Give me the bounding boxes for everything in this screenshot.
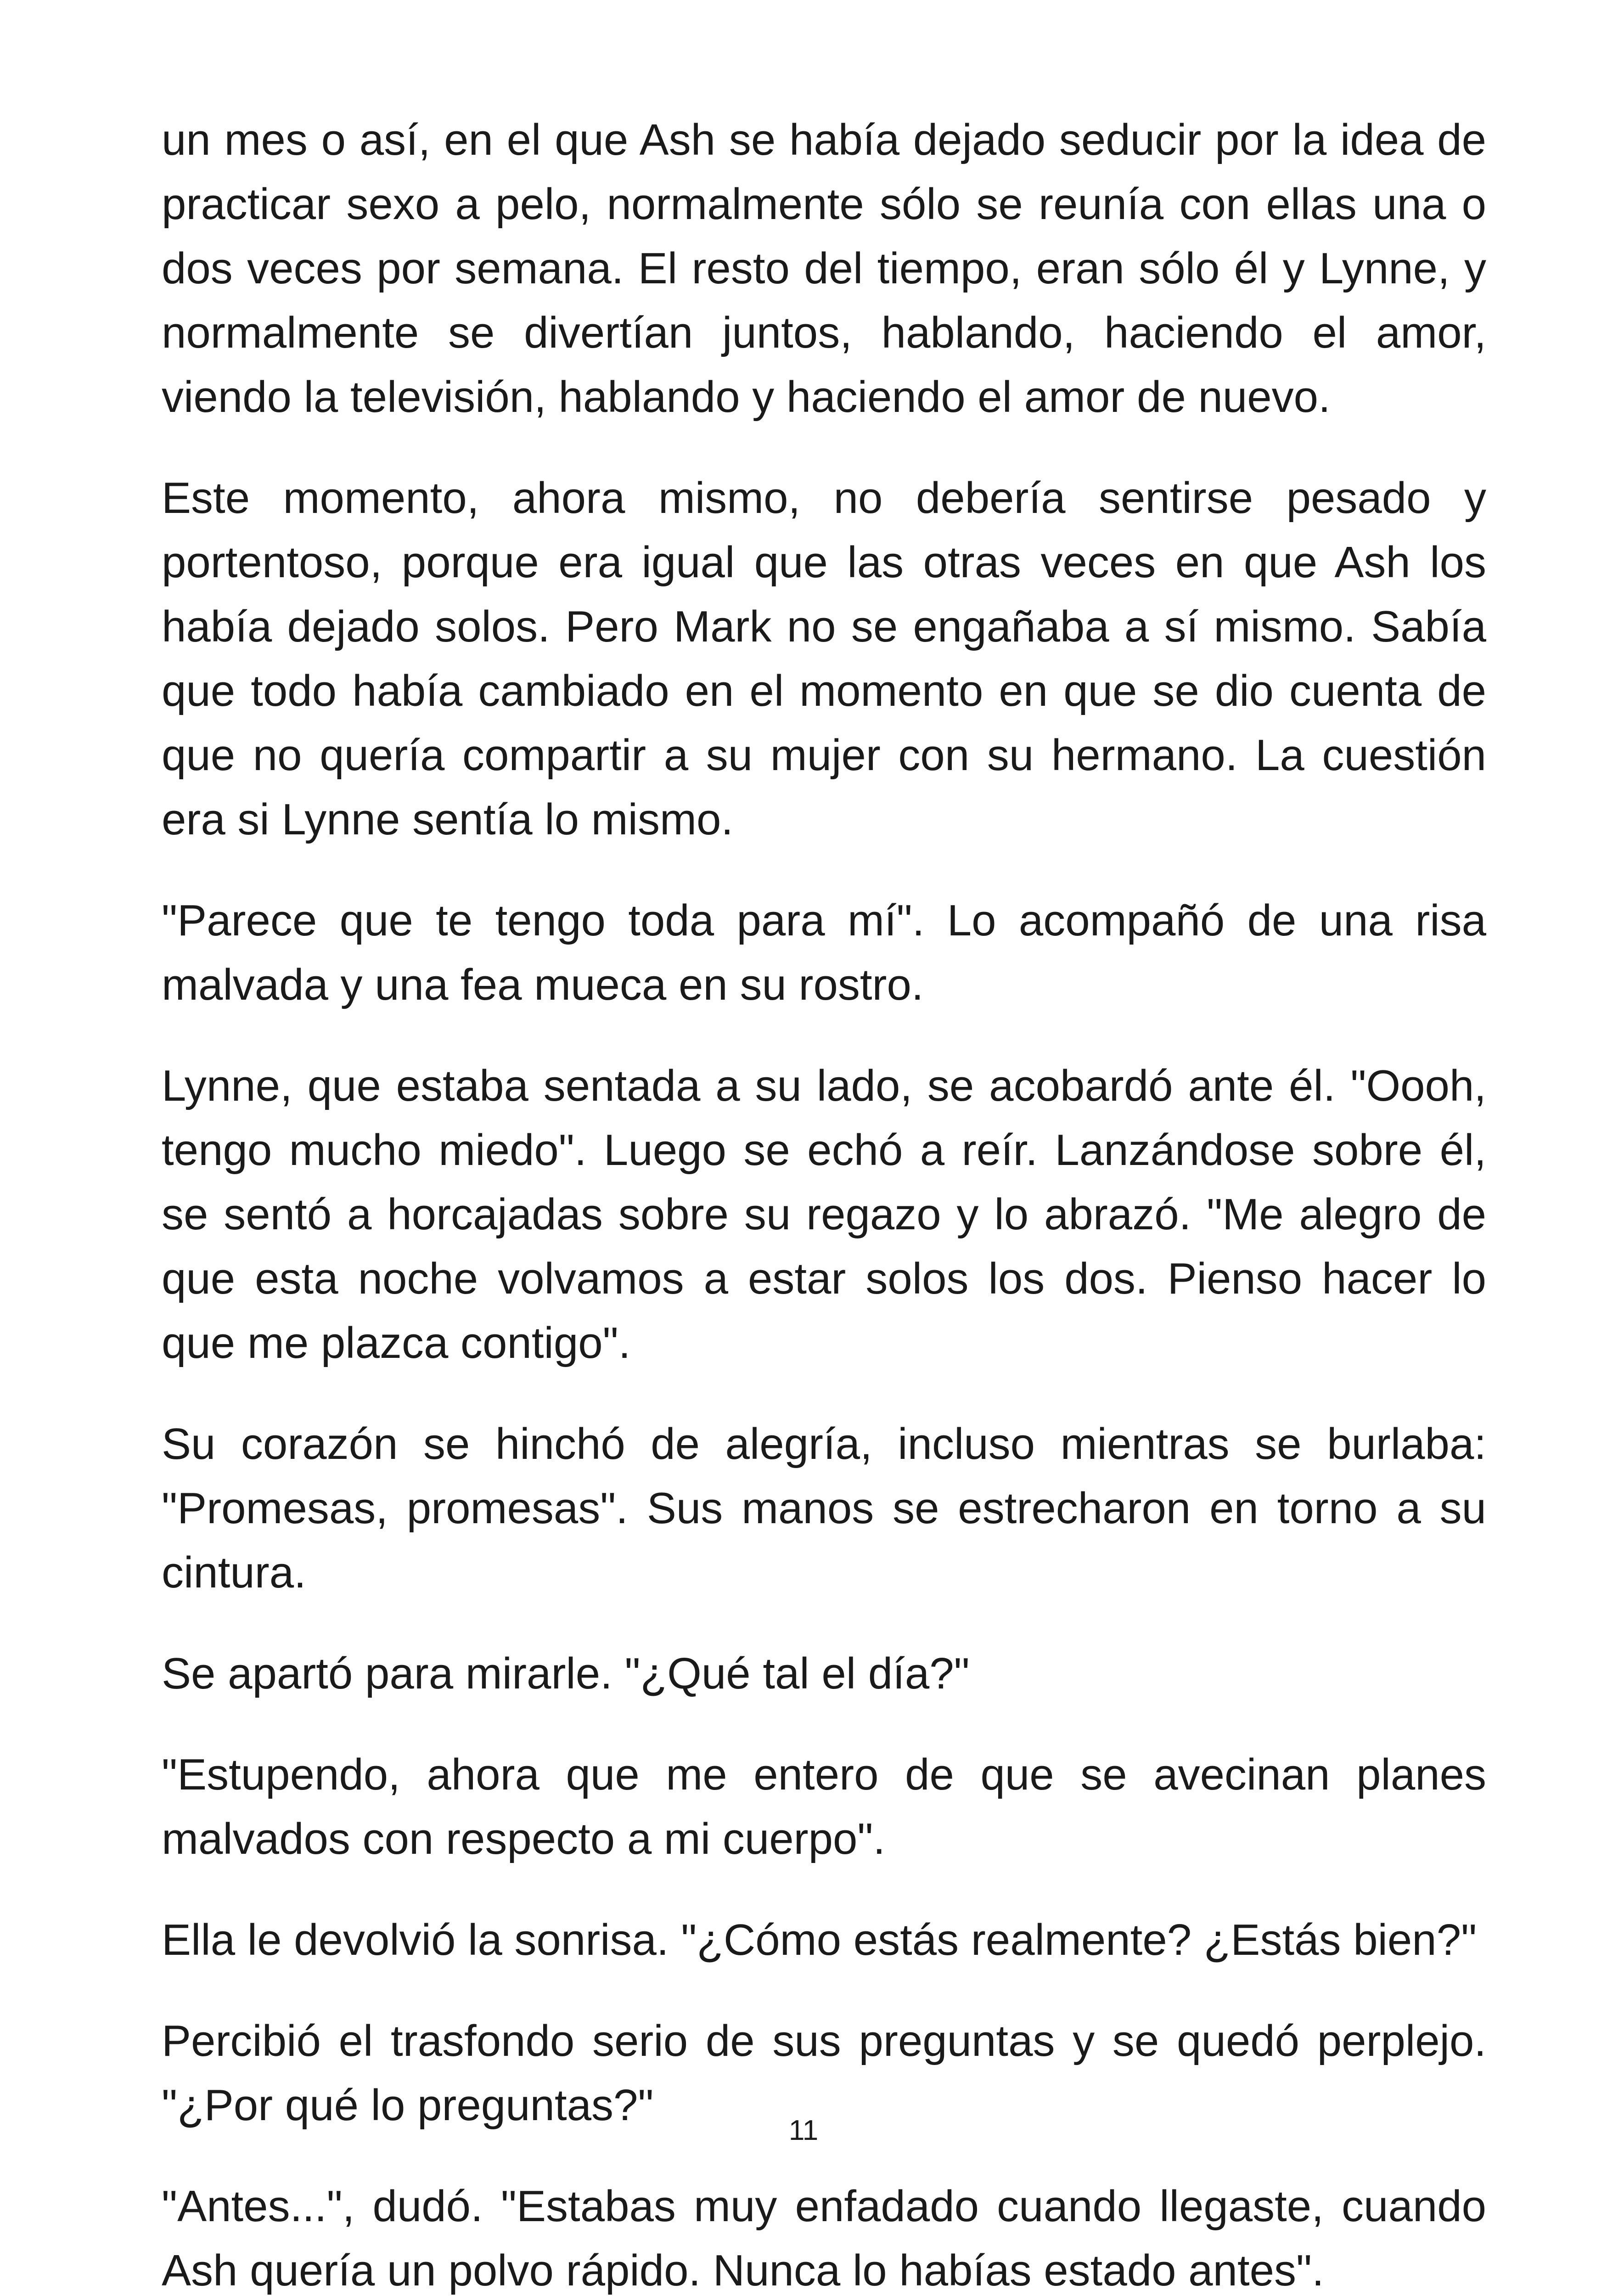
paragraph-7: "Estupendo, ahora que me entero de que se avecinan planes malvados con respecto a mi cuerpo". xyxy=(162,1750,1486,1863)
paragraph-10: "Antes...", dudó. "Estabas muy enfadado cuando llegaste, cuando Ash quería un polvo rápido. Nunca lo habías estado antes". xyxy=(162,2182,1486,2295)
paragraph-3: "Parece que te tengo toda para mí". Lo acompañó de una risa malvada y una fea mueca en su rostro. xyxy=(162,896,1486,1009)
paragraph-4: Lynne, que estaba sentada a su lado, se acobardó ante él. "Oooh, tengo mucho miedo". Luego se echó a reír. Lanzándose sobre él, se sentó a horcajadas sobre su regazo y lo abrazó. "Me alegro de que esta noche volvamos a estar solos los dos. Pienso hacer lo que me plazca contigo". xyxy=(162,1061,1486,1367)
paragraph-2: Este momento, ahora mismo, no debería sentirse pesado y portentoso, porque era igual que las otras veces en que Ash los había dejado solos. Pero Mark no se engañaba a sí mismo. Sabía que todo había cambiado en el momento en que se dio cuenta de que no quería compartir a su mujer con su hermano. La cuestión era si Lynne sentía lo mismo. xyxy=(162,473,1486,844)
paragraph-8: Ella le devolvió la sonrisa. "¿Cómo estás realmente? ¿Estás bien?" xyxy=(162,1915,1477,1964)
page-number: 11 xyxy=(788,2115,819,2146)
paragraph-9: Percibió el trasfondo serio de sus preguntas y se quedó perplejo. "¿Por qué lo preguntas?" xyxy=(162,2016,1486,2130)
body-text xyxy=(162,108,1486,2296)
paragraph-5: Su corazón se hinchó de alegría, incluso mientras se burlaba: "Promesas, promesas". Sus manos se estrecharon en torno a su cintura. xyxy=(162,1419,1486,1597)
paragraph-1: un mes o así, en el que Ash se había dejado seducir por la idea de practicar sexo a pelo, normalmente sólo se reunía con ellas una o dos veces por semana. El resto del tiempo, eran sólo él y Lynne, y normalmente se divertían juntos, hablando, haciendo el amor, viendo la televisión, hablando y haciendo el amor de nuevo. xyxy=(162,115,1486,422)
paragraph-6: Se apartó para mirarle. "¿Qué tal el día?" xyxy=(162,1649,970,1698)
